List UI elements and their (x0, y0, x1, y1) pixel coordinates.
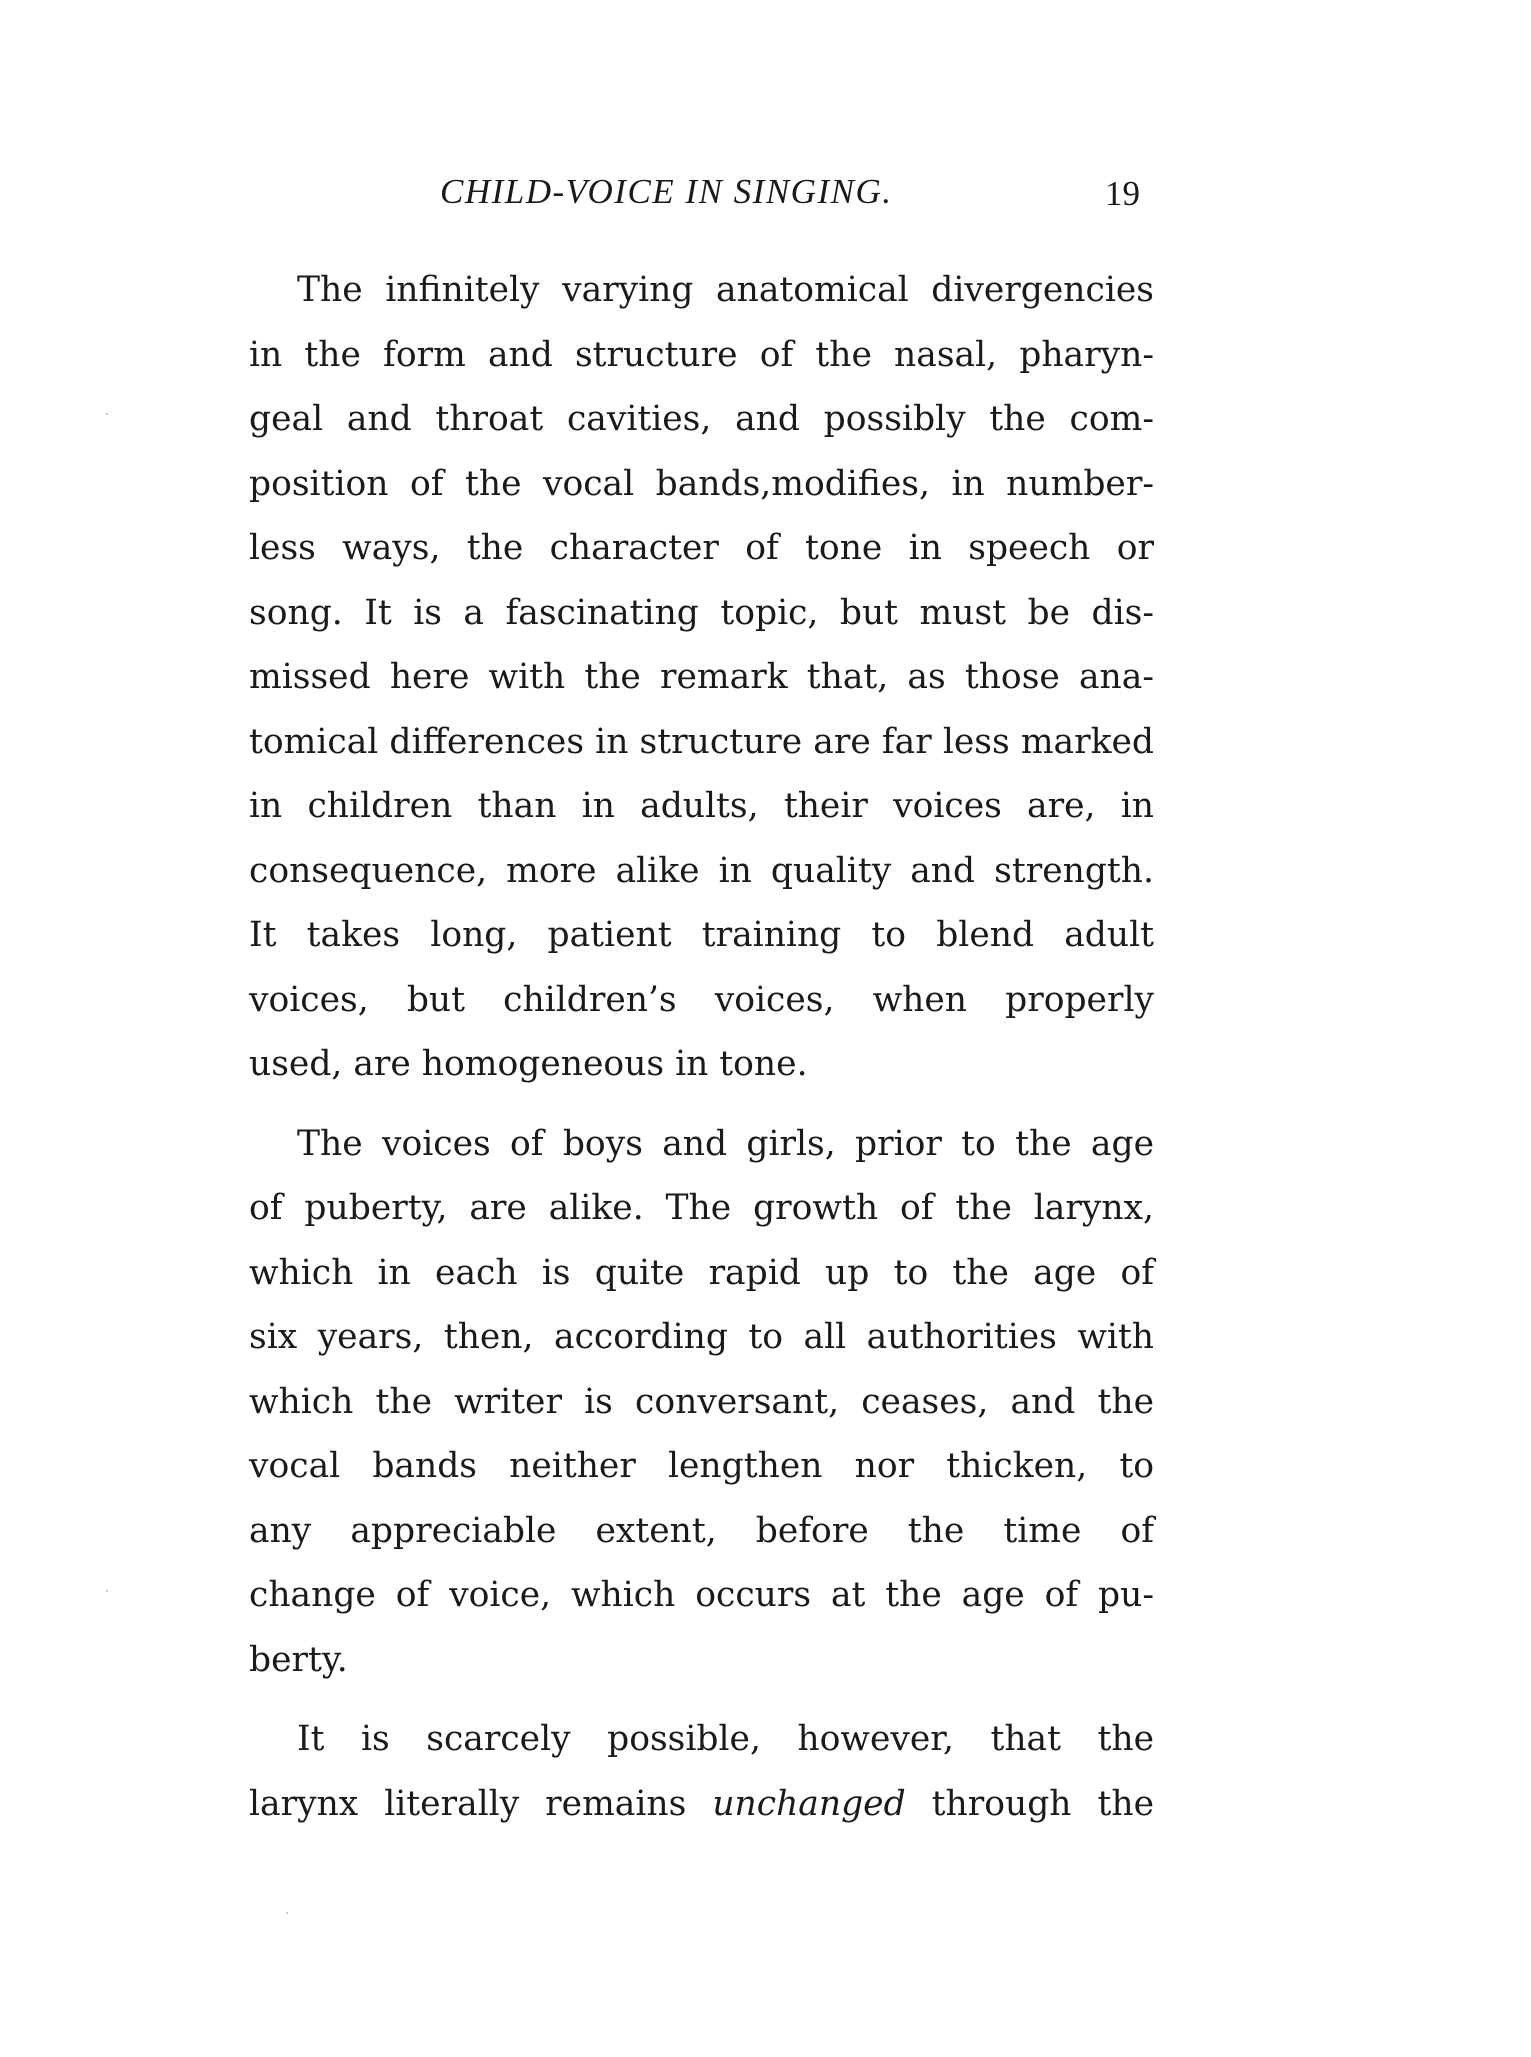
paper-speck (106, 1590, 108, 1592)
text-line: of puberty, are alike. The growth of the larynx, (249, 1188, 1154, 1228)
text-line: berty. (249, 1639, 348, 1680)
paper-speck (106, 413, 108, 415)
paragraph-3 (249, 1707, 1154, 1836)
text-line: in the form and structure of the nasal, pharyn- (249, 334, 1154, 375)
text-line: in children than in adults, their voices are, in (249, 786, 1154, 826)
text-line: geal and throat cavities, and possibly the com- (249, 399, 1154, 439)
text-line: missed here with the remark that, as those ana- (249, 657, 1154, 697)
text-line: six years, then, according to all authorities with (249, 1317, 1154, 1357)
page-number: 19 (1105, 174, 1140, 213)
text-run: through the (905, 1783, 1154, 1824)
text-line: The voices of boys and girls, prior to the age (297, 1123, 1154, 1164)
paper-speck (286, 1912, 288, 1914)
text-line (249, 1772, 1154, 1837)
paragraph-1 (249, 258, 1154, 1097)
text-line: which the writer is conversant, ceases, and the (249, 1381, 1154, 1422)
text-line: which in each is quite rapid up to the age of (249, 1252, 1154, 1293)
text-line: used, are homogeneous in tone. (249, 1044, 808, 1084)
running-head: CHILD-VOICE IN SINGING. (440, 172, 893, 211)
text-line: position of the vocal bands,modifies, in number- (249, 463, 1154, 504)
text-line: consequence, more alike in quality and strength. (249, 850, 1154, 891)
text-line: vocal bands neither lengthen nor thicken, to (249, 1446, 1154, 1486)
text-run: larynx literally remains (249, 1783, 713, 1824)
text-line: It takes long, patient training to blend adult (249, 915, 1154, 955)
text-line: tomical differences in structure are far less marked (249, 721, 1154, 762)
text-line: any appreciable extent, before the time of (249, 1510, 1154, 1551)
text-line: The infinitely varying anatomical divergencies (297, 270, 1154, 310)
emphasized-word: unchanged (712, 1783, 906, 1824)
text-line: It is scarcely possible, however, that the (297, 1719, 1154, 1759)
text-line: change of voice, which occurs at the age of pu- (249, 1575, 1154, 1615)
body-text (249, 258, 1154, 1836)
text-line: voices, but children’s voices, when properly (249, 979, 1154, 1020)
text-line: song. It is a fascinating topic, but must be dis- (249, 592, 1154, 633)
text-line: less ways, the character of tone in speech or (249, 528, 1154, 568)
paragraph-2 (249, 1112, 1154, 1693)
